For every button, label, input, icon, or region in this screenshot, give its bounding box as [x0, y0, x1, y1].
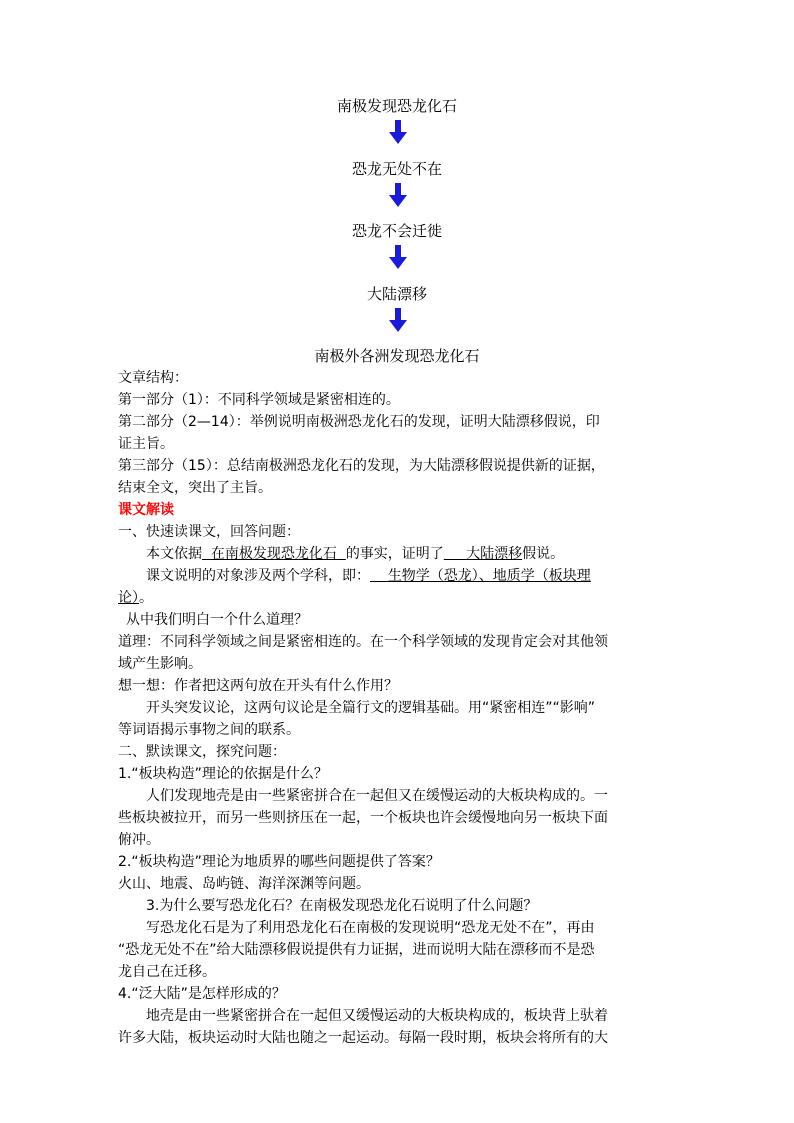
q1-middle: 的事实，证明了 — [345, 546, 444, 562]
q1-suffix: 假说。 — [522, 546, 565, 562]
section1-title: 一、快速读课文，回答问题： — [118, 524, 300, 540]
q2-suffix: 。 — [139, 590, 153, 606]
flow-step-3: 恐龙不会迁徙 — [351, 222, 442, 240]
q2-answer: 生物学（恐龙）、地质学（板块理 — [387, 568, 591, 584]
structure-part2-line1: 第二部分（2—14）：举例说明南极洲恐龙化石的发现，证明大陆漂移假说，印 — [118, 414, 600, 430]
arrow-down-icon — [389, 245, 407, 269]
flow-step-5: 南极外各洲发现恐龙化石 — [314, 347, 480, 365]
s2-answer-4-line1: 地壳是由一些紧密拼合在一起但又缓慢运动的大板块构成的，板块背上驮着 — [146, 1008, 608, 1024]
question-2-line1 — [118, 565, 678, 587]
answer-3-line1: 道理：不同科学领域之间是紧密相连的。在一个科学领域的发现肯定会对其他领 — [118, 634, 608, 650]
answer-4-line2: 等词语揭示事物之间的联系。 — [118, 722, 300, 738]
s2-answer-3-line1: 写恐龙化石是为了利用恐龙化石在南极的发现说明“恐龙无处不在”，再由 — [146, 920, 595, 936]
section2-title: 二、默读课文，探究问题： — [118, 744, 286, 760]
reading-heading: 课文解读 — [118, 502, 174, 518]
s2-answer-1-line1: 人们发现地壳是由一些紧密拼合在一起但又在缓慢运动的大板块构成的。一 — [146, 788, 608, 804]
s2-question-2: 2.“板块构造”理论为地质界的哪些问题提供了答案？ — [118, 854, 440, 870]
s2-answer-1-line2: 些板块被拉开，而另一些则挤压在一起，一个板块也许会缓慢地向另一板块下面 — [118, 810, 608, 826]
flow-step-1: 南极发现恐龙化石 — [336, 97, 457, 115]
arrow-down-icon — [389, 308, 407, 332]
answer-3-line2: 域产生影响。 — [118, 656, 202, 672]
q1-answer-1: 在南极发现恐龙化石 — [210, 546, 337, 562]
q1-answer-2: 大陆漂移 — [466, 546, 523, 562]
structure-part3-line2: 结束全文，突出了主旨。 — [118, 480, 272, 496]
question-3: 从中我们明白一个什么道理？ — [126, 612, 308, 628]
s2-answer-4-line2: 许多大陆，板块运动时大陆也随之一起运动。每隔一段时期，板块会将所有的大 — [118, 1030, 608, 1046]
question-4: 想一想：作者把这两句放在开头有什么作用？ — [118, 678, 398, 694]
s2-question-4: 4.“泛大陆”是怎样形成的？ — [118, 986, 286, 1002]
article-text — [118, 367, 678, 1049]
flow-step-2: 恐龙无处不在 — [351, 160, 442, 178]
s2-answer-3-line3: 龙自己在迁移。 — [118, 964, 216, 980]
s2-answer-2: 火山、地震、岛屿链、海洋深渊等问题。 — [118, 876, 370, 892]
structure-part3-line1: 第三部分（15）：总结南极洲恐龙化石的发现，为大陆漂移假说提供新的证据， — [118, 458, 605, 474]
s2-answer-3-line2: “恐龙无处不在”给大陆漂移假说提供有力证据，进而说明大陆在漂移而不是恐 — [118, 942, 595, 958]
question-1 — [118, 543, 678, 565]
arrow-down-icon — [389, 120, 407, 144]
structure-part1: 第一部分（1）：不同科学领域是紧密相连的。 — [118, 392, 400, 408]
structure-title: 文章结构： — [118, 370, 188, 386]
q1-prefix: 本文依据 — [146, 546, 202, 562]
arrow-down-icon — [389, 183, 407, 207]
s2-question-1: 1.“板块构造”理论的依据是什么？ — [118, 766, 328, 782]
question-2-line2 — [118, 587, 678, 609]
answer-4-line1: 开头突发议论，这两句议论是全篇行文的逻辑基础。用“紧密相连”“影响” — [146, 700, 596, 716]
q2-answer-cont: 论） — [118, 590, 139, 606]
flow-step-4: 大陆漂移 — [366, 285, 427, 303]
s2-answer-1-line3: 俯冲。 — [118, 832, 160, 848]
s2-question-3: 3.为什么要写恐龙化石？在南极发现恐龙化石说明了什么问题？ — [146, 898, 538, 914]
structure-part2-line2: 证主旨。 — [118, 436, 174, 452]
q2-prefix: 课文说明的对象涉及两个学科，即： — [146, 568, 370, 584]
